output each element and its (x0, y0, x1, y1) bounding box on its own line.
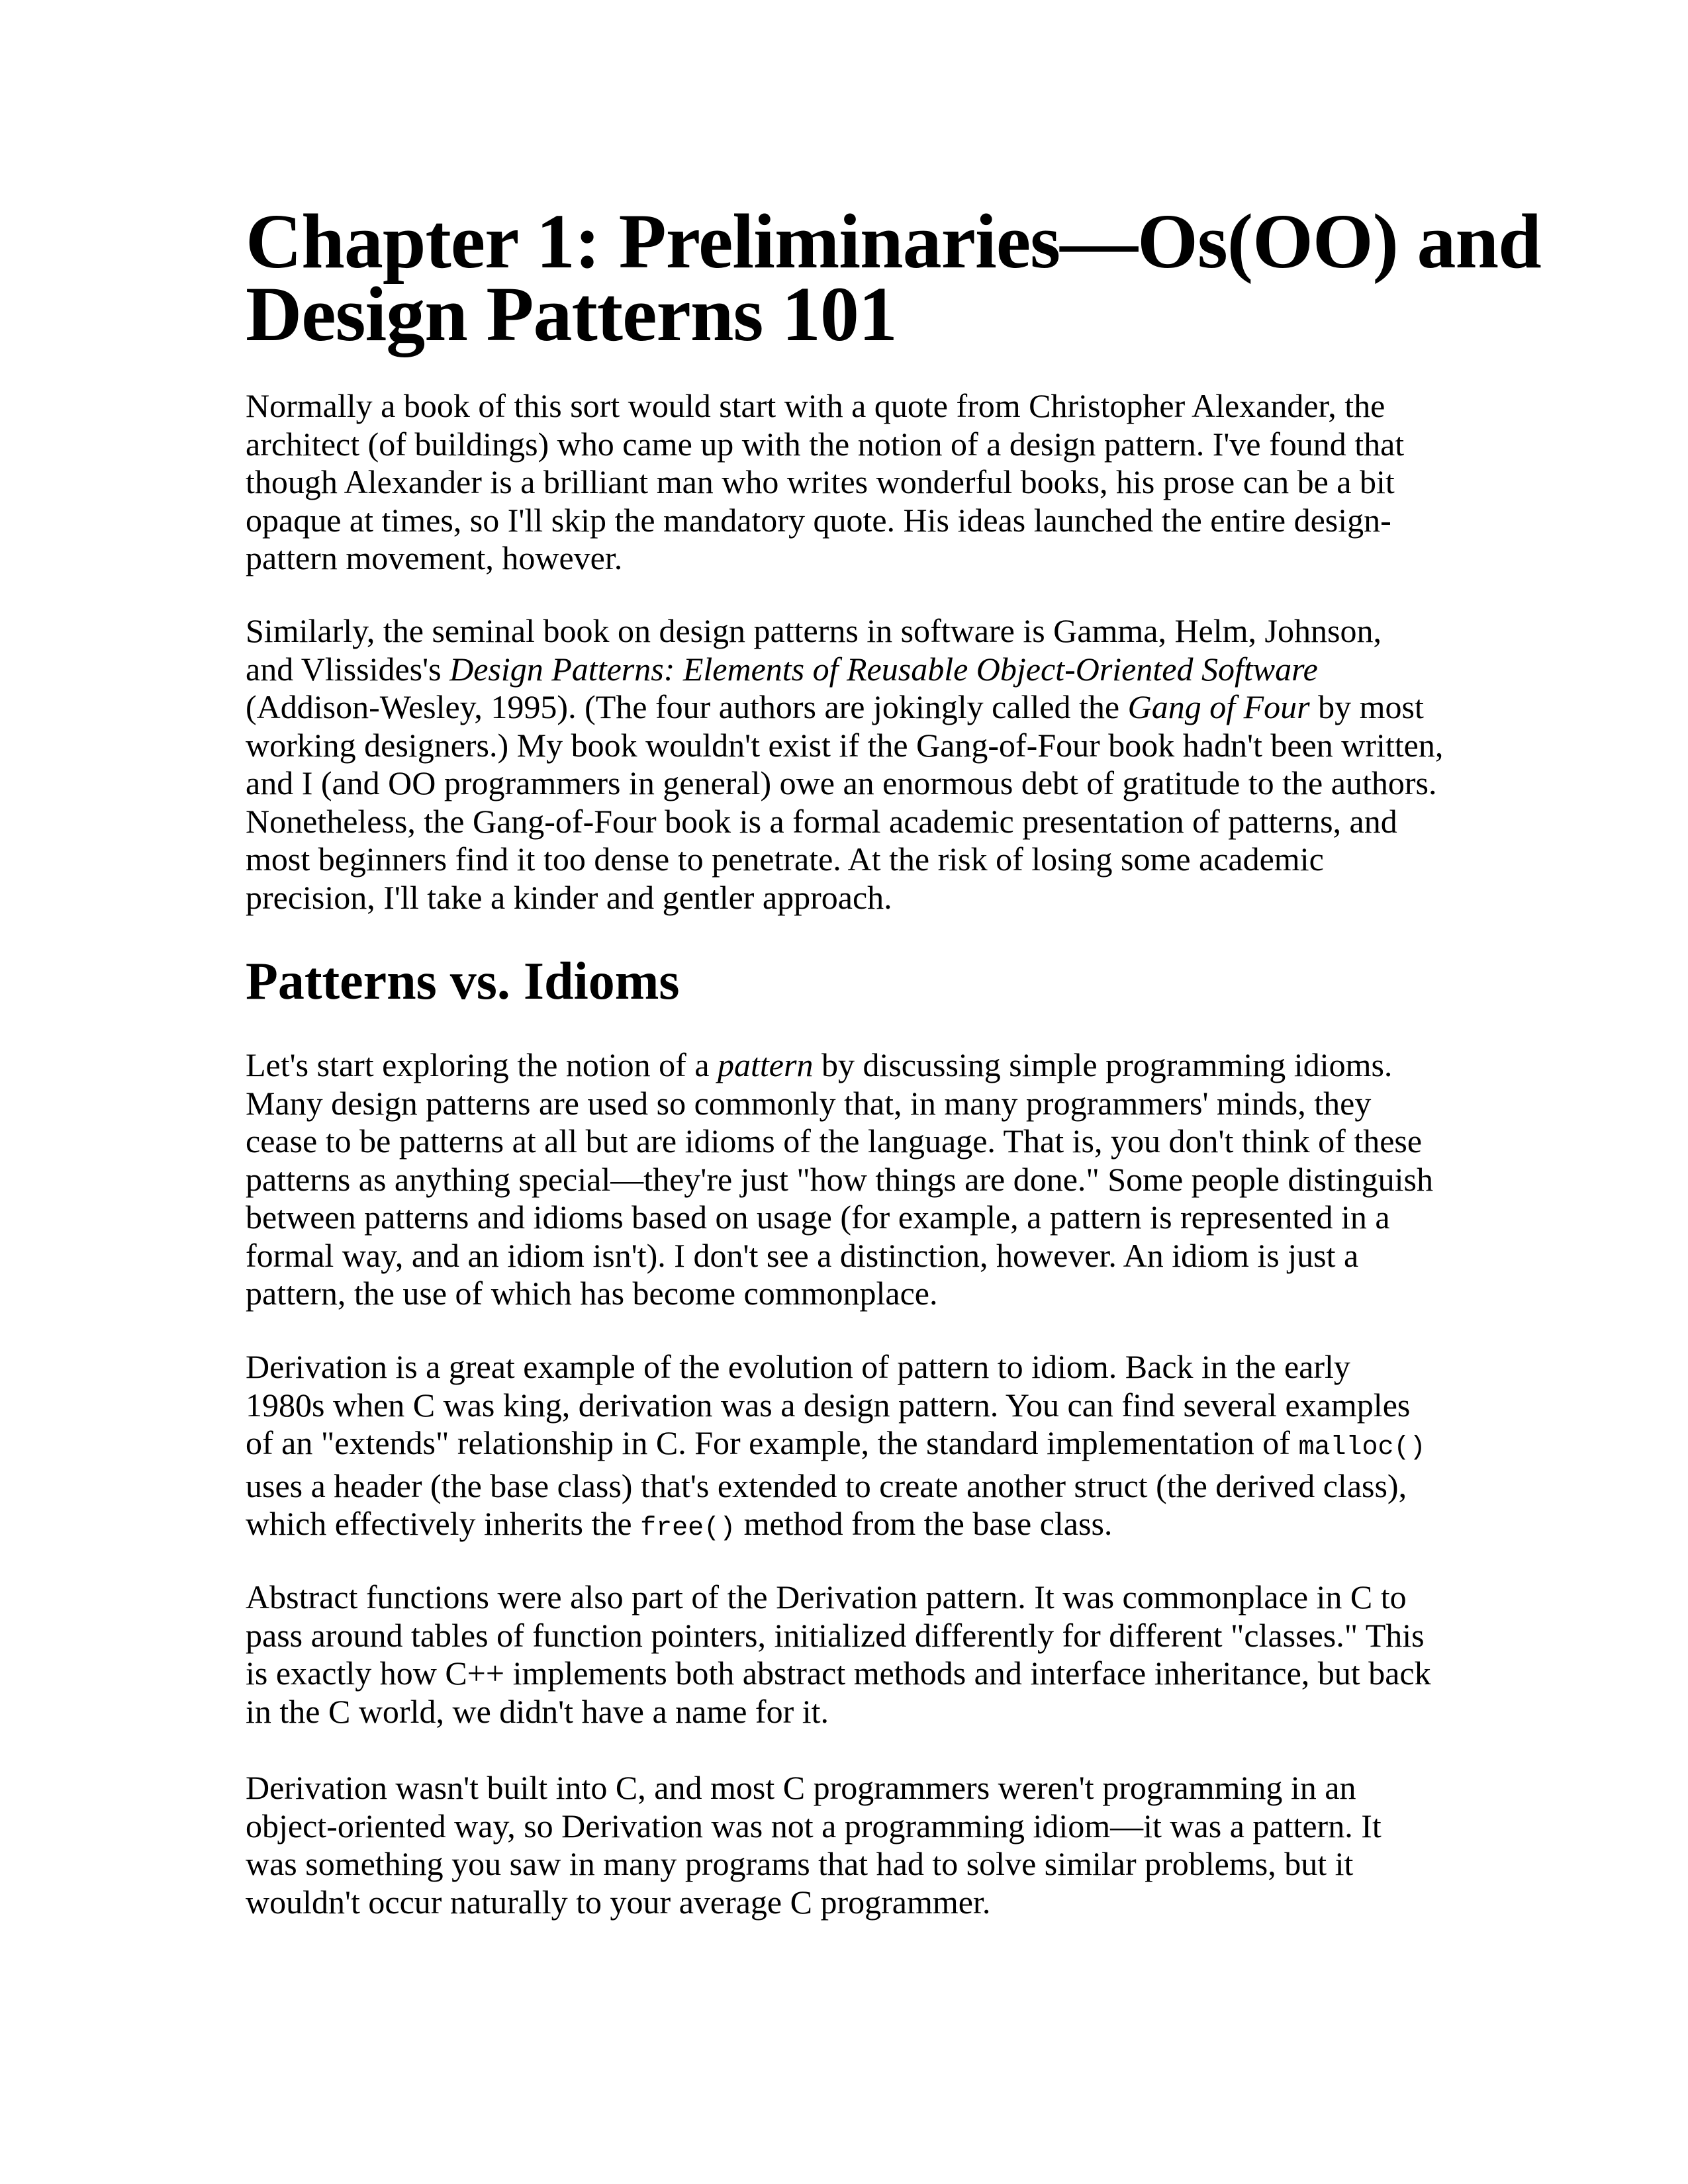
text-line (246, 1348, 1437, 1387)
text-line (246, 426, 1437, 464)
text-segment: working designers.) My book wouldn't exist if the Gang-of-Four book hadn't been written, (246, 726, 1444, 764)
text-segment: Derivation is a great example of the evolution of pattern to idiom. Back in the early (246, 1348, 1350, 1385)
paragraph-derivation (246, 1348, 1437, 1548)
text-line (246, 1467, 1437, 1506)
text-line (246, 726, 1444, 765)
text-line (246, 1237, 1437, 1275)
chapter-title-line: Chapter 1: Preliminaries—Os(OO) and (246, 198, 1541, 285)
chapter-title (246, 198, 1541, 357)
text-segment: formal way, and an idiom isn't). I don't see a distinction, however. An idiom is just a (246, 1236, 1359, 1274)
inline-code: free() (640, 1514, 736, 1543)
text-segment: and I (and OO programmers in general) owe an enormous debt of gratitude to the authors. (246, 764, 1437, 801)
text-segment: of an "extends" relationship in C. For example, the standard implementation of (246, 1424, 1299, 1461)
section-heading: Patterns vs. Idioms (246, 952, 680, 1011)
italic-text: pattern (718, 1046, 814, 1083)
text-line (246, 1769, 1437, 1807)
text-segment: pattern, the use of which has become commonplace. (246, 1275, 938, 1312)
text-line (246, 1807, 1437, 1846)
text-line (246, 1122, 1437, 1161)
text-segment: was something you saw in many programs that had to solve similar problems, but it (246, 1845, 1354, 1882)
text-segment: object-oriented way, so Derivation was not a programming idiom—it was a pattern. It (246, 1807, 1382, 1844)
text-line (246, 1085, 1437, 1123)
text-segment: in the C world, we didn't have a name for it. (246, 1692, 829, 1730)
text-line (246, 1655, 1437, 1693)
text-line (246, 651, 1437, 689)
text-line (246, 803, 1437, 841)
text-segment: opaque at times, so I'll skip the mandatory quote. His ideas launched the entire design- (246, 501, 1391, 539)
text-segment: is exactly how C++ implements both abstract methods and interface inheritance, but back (246, 1655, 1431, 1692)
text-line (246, 1617, 1437, 1655)
text-segment: Let's start exploring the notion of a (246, 1046, 718, 1083)
paragraph-idioms (246, 1046, 1437, 1313)
text-line (246, 539, 1437, 578)
text-line (246, 1275, 1437, 1313)
paragraph-derivation-not-idiom (246, 1769, 1437, 1921)
text-line (246, 1046, 1437, 1085)
inline-code: malloc() (1298, 1433, 1426, 1463)
text-segment: Many design patterns are used so commonly that, in many programmers' minds, they (246, 1084, 1372, 1122)
text-segment: method from the base class. (735, 1505, 1113, 1542)
text-segment: 1980s when C was king, derivation was a design pattern. You can find several examples (246, 1386, 1411, 1424)
text-line (246, 1505, 1437, 1548)
text-segment: pattern movement, however. (246, 539, 623, 576)
text-line (246, 688, 1437, 727)
text-segment: precision, I'll take a kinder and gentler approach. (246, 878, 892, 916)
text-segment: pass around tables of function pointers, initialized differently for different "classes." This (246, 1616, 1425, 1654)
text-line (246, 463, 1437, 502)
text-segment: Normally a book of this sort would start with a quote from Christopher Alexander, the (246, 387, 1385, 424)
text-line (246, 1387, 1437, 1425)
text-segment: Abstract functions were also part of the Derivation pattern. It was commonplace in C to (246, 1578, 1407, 1615)
text-line (246, 1884, 1437, 1922)
text-segment: Nonetheless, the Gang-of-Four book is a formal academic presentation of patterns, and (246, 802, 1397, 840)
italic-text: Gang of Four (1127, 688, 1310, 725)
text-segment: though Alexander is a brilliant man who writes wonderful books, his prose can be a bit (246, 463, 1395, 500)
text-segment: by discussing simple programming idioms. (813, 1046, 1393, 1083)
chapter-title-line: Design Patterns 101 (246, 271, 897, 357)
italic-text: Design Patterns: Elements of Reusable Object-Oriented Software (449, 650, 1318, 688)
text-segment: architect (of buildings) who came up with the notion of a design pattern. I've found that (246, 425, 1405, 463)
text-line (246, 387, 1437, 426)
text-line (246, 1693, 1437, 1731)
text-segment: wouldn't occur naturally to your average C programmer. (246, 1883, 991, 1921)
text-line (246, 612, 1437, 651)
paragraph-abstract-functions (246, 1578, 1437, 1731)
text-segment: most beginners find it too dense to penetrate. At the risk of losing some academic (246, 841, 1324, 878)
text-line (246, 1578, 1437, 1617)
paragraph-intro (246, 387, 1437, 578)
text-line (246, 1161, 1437, 1199)
text-segment: cease to be patterns at all but are idioms of the language. That is, you don't think of these (246, 1122, 1423, 1160)
text-segment: patterns as anything special—they're just "how things are done." Some people distinguish (246, 1160, 1433, 1198)
text-segment: Similarly, the seminal book on design patterns in software is Gamma, Helm, Johnson, (246, 612, 1382, 649)
text-segment: (Addison-Wesley, 1995). (The four authors are jokingly called the (246, 688, 1128, 725)
text-line (246, 764, 1437, 803)
paragraph-gang-of-four (246, 612, 1444, 917)
text-segment: uses a header (the base class) that's extended to create another struct (the derived class), (246, 1467, 1407, 1504)
text-segment: by most (1309, 688, 1424, 725)
text-segment: between patterns and idioms based on usage (for example, a pattern is represented in a (246, 1199, 1390, 1236)
text-segment: and Vlissides's (246, 650, 450, 688)
text-line (246, 1845, 1437, 1884)
text-line (246, 1424, 1437, 1467)
text-segment: Derivation wasn't built into C, and most C programmers weren't programming in an (246, 1769, 1356, 1806)
text-line (246, 502, 1437, 540)
text-line (246, 879, 1437, 917)
text-segment: which effectively inherits the (246, 1505, 641, 1542)
text-line (246, 841, 1437, 879)
text-line (246, 1199, 1437, 1237)
